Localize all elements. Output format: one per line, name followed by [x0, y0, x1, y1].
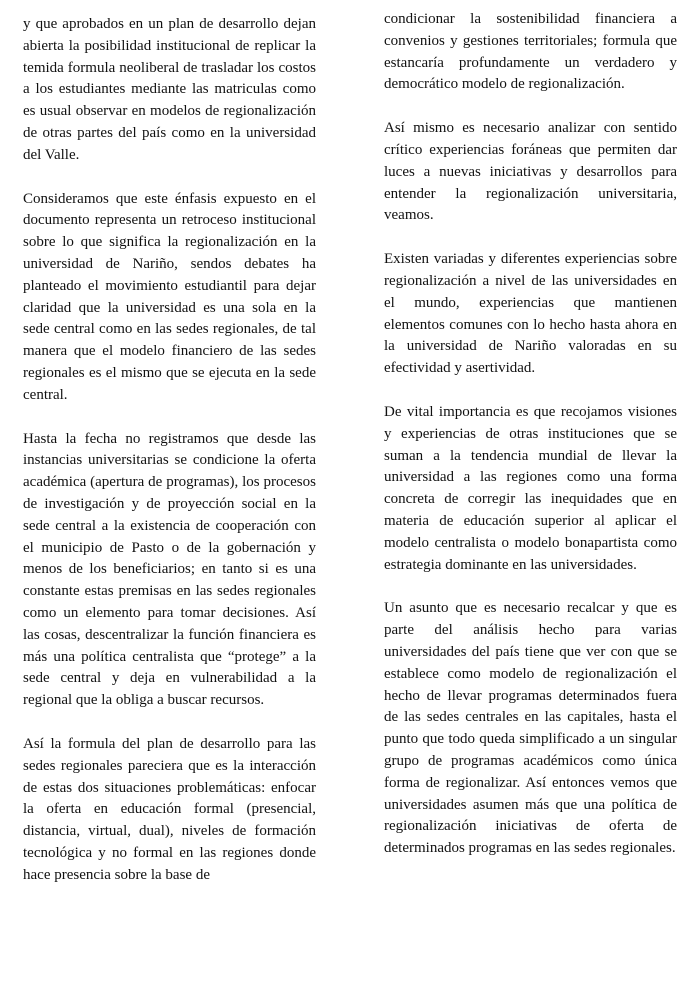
right-paragraph-4: De vital importancia es que recojamos visiones y experiencias de otras instituciones que se suman a la tendencia mundial de llevar la universidad a las regiones como una forma concreta de corregir las inequidades que en materia de educación superior al aplicar el modelo centralista o modelo bonapartista como estrategia dominante en las universidades.	[384, 403, 677, 573]
left-paragraph-2: Consideramos que este énfasis expuesto en el documento representa un retroceso institucional sobre lo que significa la regionalización en la universidad de Nariño, sendos debates ha planteado el movimiento estudiantil para dejar claridad que la universidad es una sola en la sede central como en las sedes regionales, de tal manera que el modelo financiero de las sedes regionales es el mismo que se ejecuta en la sede central.	[23, 190, 316, 403]
right-paragraph-1: condicionar la sostenibilidad financiera a convenios y gestiones territoriales; formula que estancaría profundamente un verdadero y democrático modelo de regionalización.	[384, 11, 677, 93]
left-paragraph-4: Así la formula del plan de desarrollo para las sedes regionales pareciera que es la interacción de estas dos situaciones problemáticas: enfocar la oferta en educación formal (presencial, distancia, virtual, dual), niveles de formación tecnológica y no formal en las regiones donde hace presencia sobre la base de	[23, 735, 316, 883]
right-paragraph-3: Existen variadas y diferentes experiencias sobre regionalización a nivel de las universidades en el mundo, experiencias que mantienen elementos comunes con lo hecho hasta ahora en la universidad de Nariño valoradas en su efectividad y asertividad.	[384, 251, 677, 377]
left-column	[23, 14, 316, 908]
right-column	[384, 9, 677, 882]
left-paragraph-3: Hasta la fecha no registramos que desde las instancias universitarias se condicione la oferta académica (apertura de programas), los procesos de investigación y de proyección social en la sede central a la existencia de cooperación con el municipio de Pasto o de la gobernación y menos de los beneficiarios; en tanto si es una constante estas premisas en las sedes regionales como un elemento para tomar decisiones. Así las cosas, descentralizar la función financiera es más una política centralista que “protege” a la sede central y deja en vulnerabilidad a la regional que la obliga a buscar recursos.	[23, 430, 316, 709]
right-paragraph-5: Un asunto que es necesario recalcar y que es parte del análisis hecho para varias universidades del país tiene que ver con que se establece como modelo de regionalización el hecho de llevar programas determinados fuera de las sedes centrales en las capitales, hasta el punto que todo queda simplificado a un singular grupo de programas académicos como única forma de regionalizar. Así entonces vemos que universidades asumen más que una política de regionalización iniciativas de oferta de determinados programas en las sedes regionales.	[384, 600, 677, 857]
right-paragraph-2: Así mismo es necesario analizar con sentido crítico experiencias foráneas que permiten dar luces a nuevas iniciativas y desarrollos para entender la regionalización universitaria, veamos.	[384, 120, 677, 224]
left-paragraph-1: y que aprobados en un plan de desarrollo dejan abierta la posibilidad institucional de replicar la temida formula neoliberal de trasladar los costos a los estudiantes mediante las matriculas como es usual observar en modelos de regionalización de otras partes del país como en la universidad del Valle.	[23, 16, 316, 163]
